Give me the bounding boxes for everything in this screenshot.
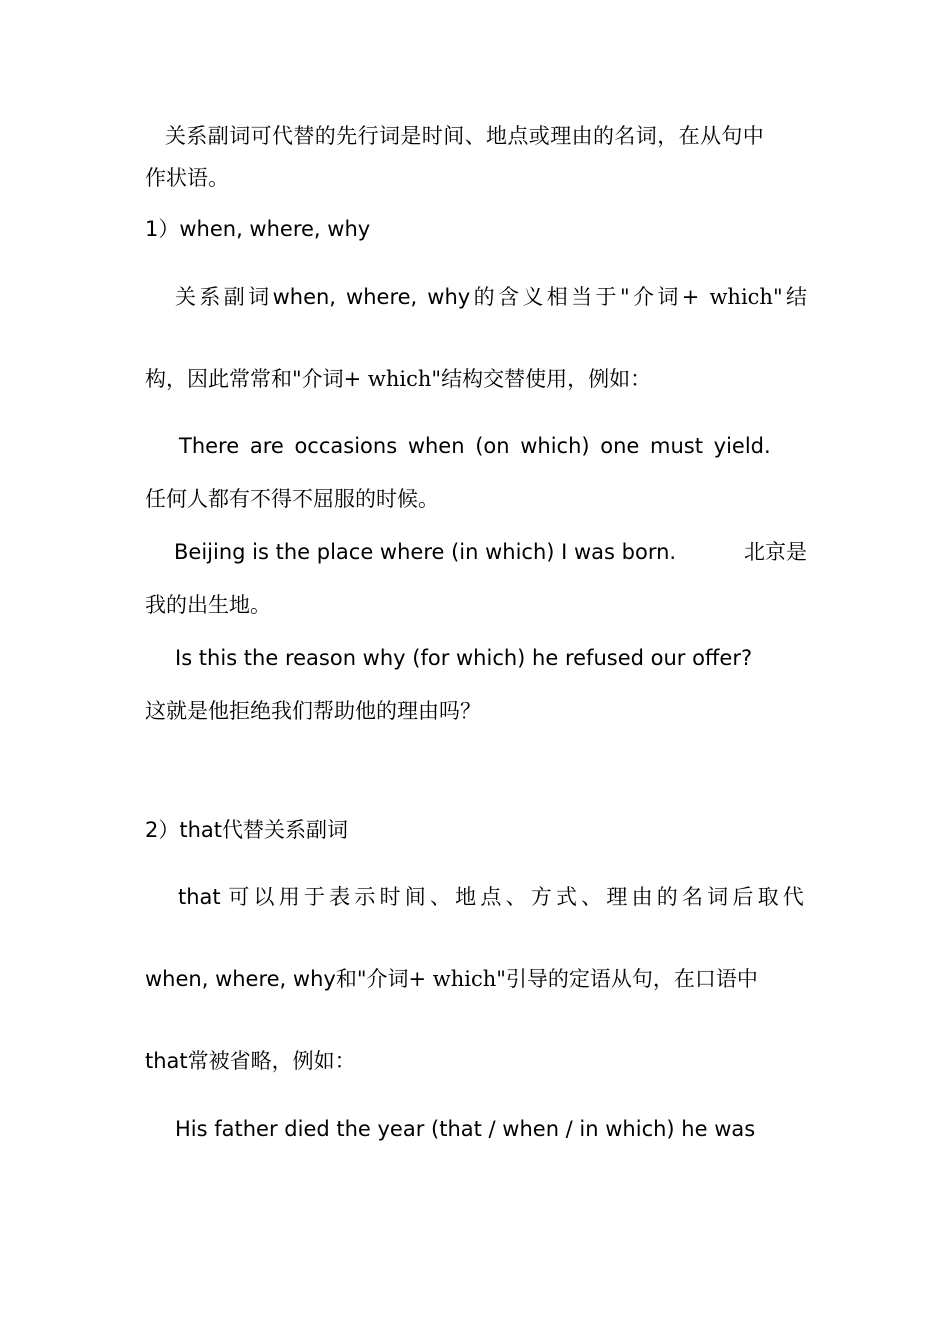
section2-explain-line-3 <box>145 1046 807 1076</box>
example-3-en <box>175 643 807 673</box>
section2-l1-zh: 可以用于表示时间、地点、方式、理由的名词后取代 <box>228 885 807 909</box>
intro-line-1 <box>165 121 807 151</box>
example-2-zh-text: 我的出生地。 <box>145 593 271 617</box>
section2-explain-line-1 <box>178 882 807 912</box>
example-1-zh <box>145 484 807 514</box>
example-1-en <box>179 431 801 461</box>
example-3-zh-text: 这就是他拒绝我们帮助他的理由吗？ <box>145 699 481 723</box>
example-3-en-text: Is this the reason why (for which) he refused our offer? <box>175 646 753 670</box>
intro-line-2 <box>145 163 807 193</box>
section2-heading <box>145 815 807 845</box>
section2-heading-num: 2）that <box>145 818 223 842</box>
section1-explain-line-1 <box>175 282 807 312</box>
explain-keywords: when, where, why <box>272 285 471 309</box>
section1-heading-text: 1）when, where, why <box>145 217 371 241</box>
explain-part-1: 关系副词 <box>175 285 273 309</box>
section2-l1-en: that <box>178 885 221 909</box>
section2-example-en <box>175 1114 807 1144</box>
example-2-en <box>174 537 807 567</box>
section2-example-en-text: His father died the year (that / when / in which) he was <box>175 1117 756 1141</box>
intro-text-1: 关系副词可代替的先行词是时间、地点或理由的名词，在从句中 <box>165 124 765 148</box>
explain-line2-text: 构，因此常常和"介词+ which"结构交替使用，例如： <box>145 367 652 391</box>
example-1-en-text: There are occasions when (on which) one must yield. <box>179 434 771 458</box>
section2-explain-line-2 <box>145 964 807 994</box>
example-2-zh-inline: 北京是 <box>744 540 807 564</box>
section2-l3-zh: 常被省略，例如： <box>187 1049 356 1073</box>
explain-part-3: 的含义相当于"介词+ which"结 <box>470 285 808 309</box>
section1-heading <box>145 214 807 244</box>
example-2-en-text: Beijing is the place where (in which) I was born. <box>174 540 677 564</box>
example-3-zh <box>145 696 807 726</box>
example-1-zh-text: 任何人都有不得不屈服的时候。 <box>145 487 439 511</box>
section2-l2-zh: 和"介词+ which"引导的定语从句，在口语中 <box>335 967 758 991</box>
section2-l2-en: when, where, why <box>145 967 336 991</box>
section2-l3-en: that <box>145 1049 188 1073</box>
example-2-zh <box>145 590 807 620</box>
section2-heading-zh: 代替关系副词 <box>222 818 349 842</box>
section1-explain-line-2 <box>145 364 807 394</box>
intro-text-2: 作状语。 <box>145 166 229 190</box>
